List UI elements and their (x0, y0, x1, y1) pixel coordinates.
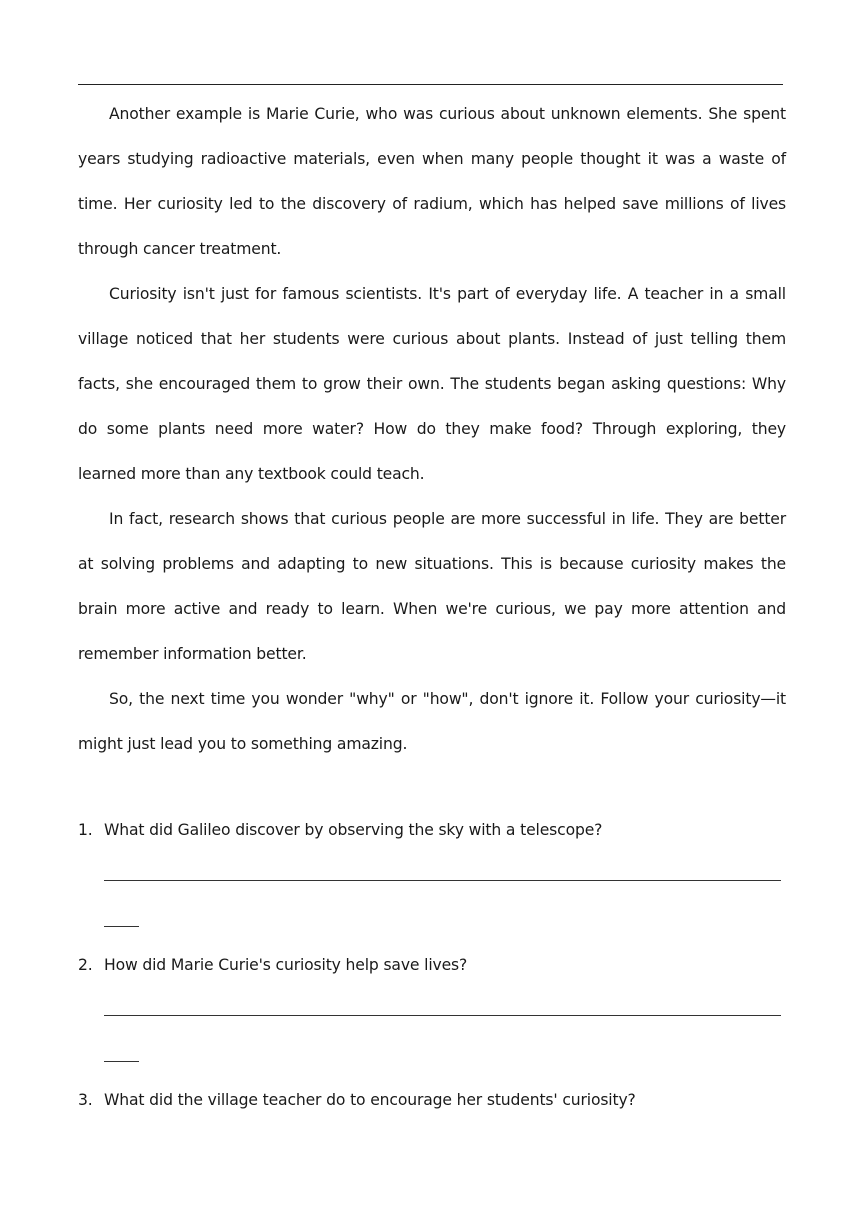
answer-blank-line[interactable] (104, 880, 781, 881)
paragraph-marie-curie: Another example is Marie Curie, who was curious about unknown elements. She spent years studying radioactive materials, even when many people thought it was a waste of time. Her curiosity led to the discovery of radium, which has helped save millions of lives through cancer treatment. (78, 105, 786, 258)
answer-blank-tail[interactable] (104, 1061, 139, 1062)
question-text: What did the village teacher do to encourage her students' curiosity? (104, 1091, 636, 1109)
question-number: 2. (78, 956, 93, 974)
question-item (78, 1078, 786, 1213)
reading-passage (78, 92, 786, 767)
question-item (78, 808, 786, 943)
answer-blank-tail[interactable] (104, 926, 139, 927)
question-text: What did Galileo discover by observing the sky with a telescope? (104, 821, 603, 839)
question-text: How did Marie Curie's curiosity help save lives? (104, 956, 468, 974)
question-list (78, 808, 786, 1213)
question-number: 3. (78, 1091, 93, 1109)
paragraph-research: In fact, research shows that curious people are more successful in life. They are better at solving problems and adapting to new situations. This is because curiosity makes the brain more active and ready to learn. When we're curious, we pay more attention and remember information better. (78, 510, 786, 663)
header-rule (78, 84, 783, 85)
answer-blank-line[interactable] (104, 1015, 781, 1016)
paragraph-village-teacher: Curiosity isn't just for famous scientists. It's part of everyday life. A teacher in a small village noticed that her students were curious about plants. Instead of just telling them facts, she encouraged them to grow their own. The students began asking questions: Why do some plants need more water? How do they make food? Through exploring, they learned more than any textbook could teach. (78, 285, 786, 483)
question-item (78, 943, 786, 1078)
question-number: 1. (78, 821, 93, 839)
paragraph-conclusion: So, the next time you wonder "why" or "how", don't ignore it. Follow your curiosity—it might just lead you to something amazing. (78, 690, 786, 753)
